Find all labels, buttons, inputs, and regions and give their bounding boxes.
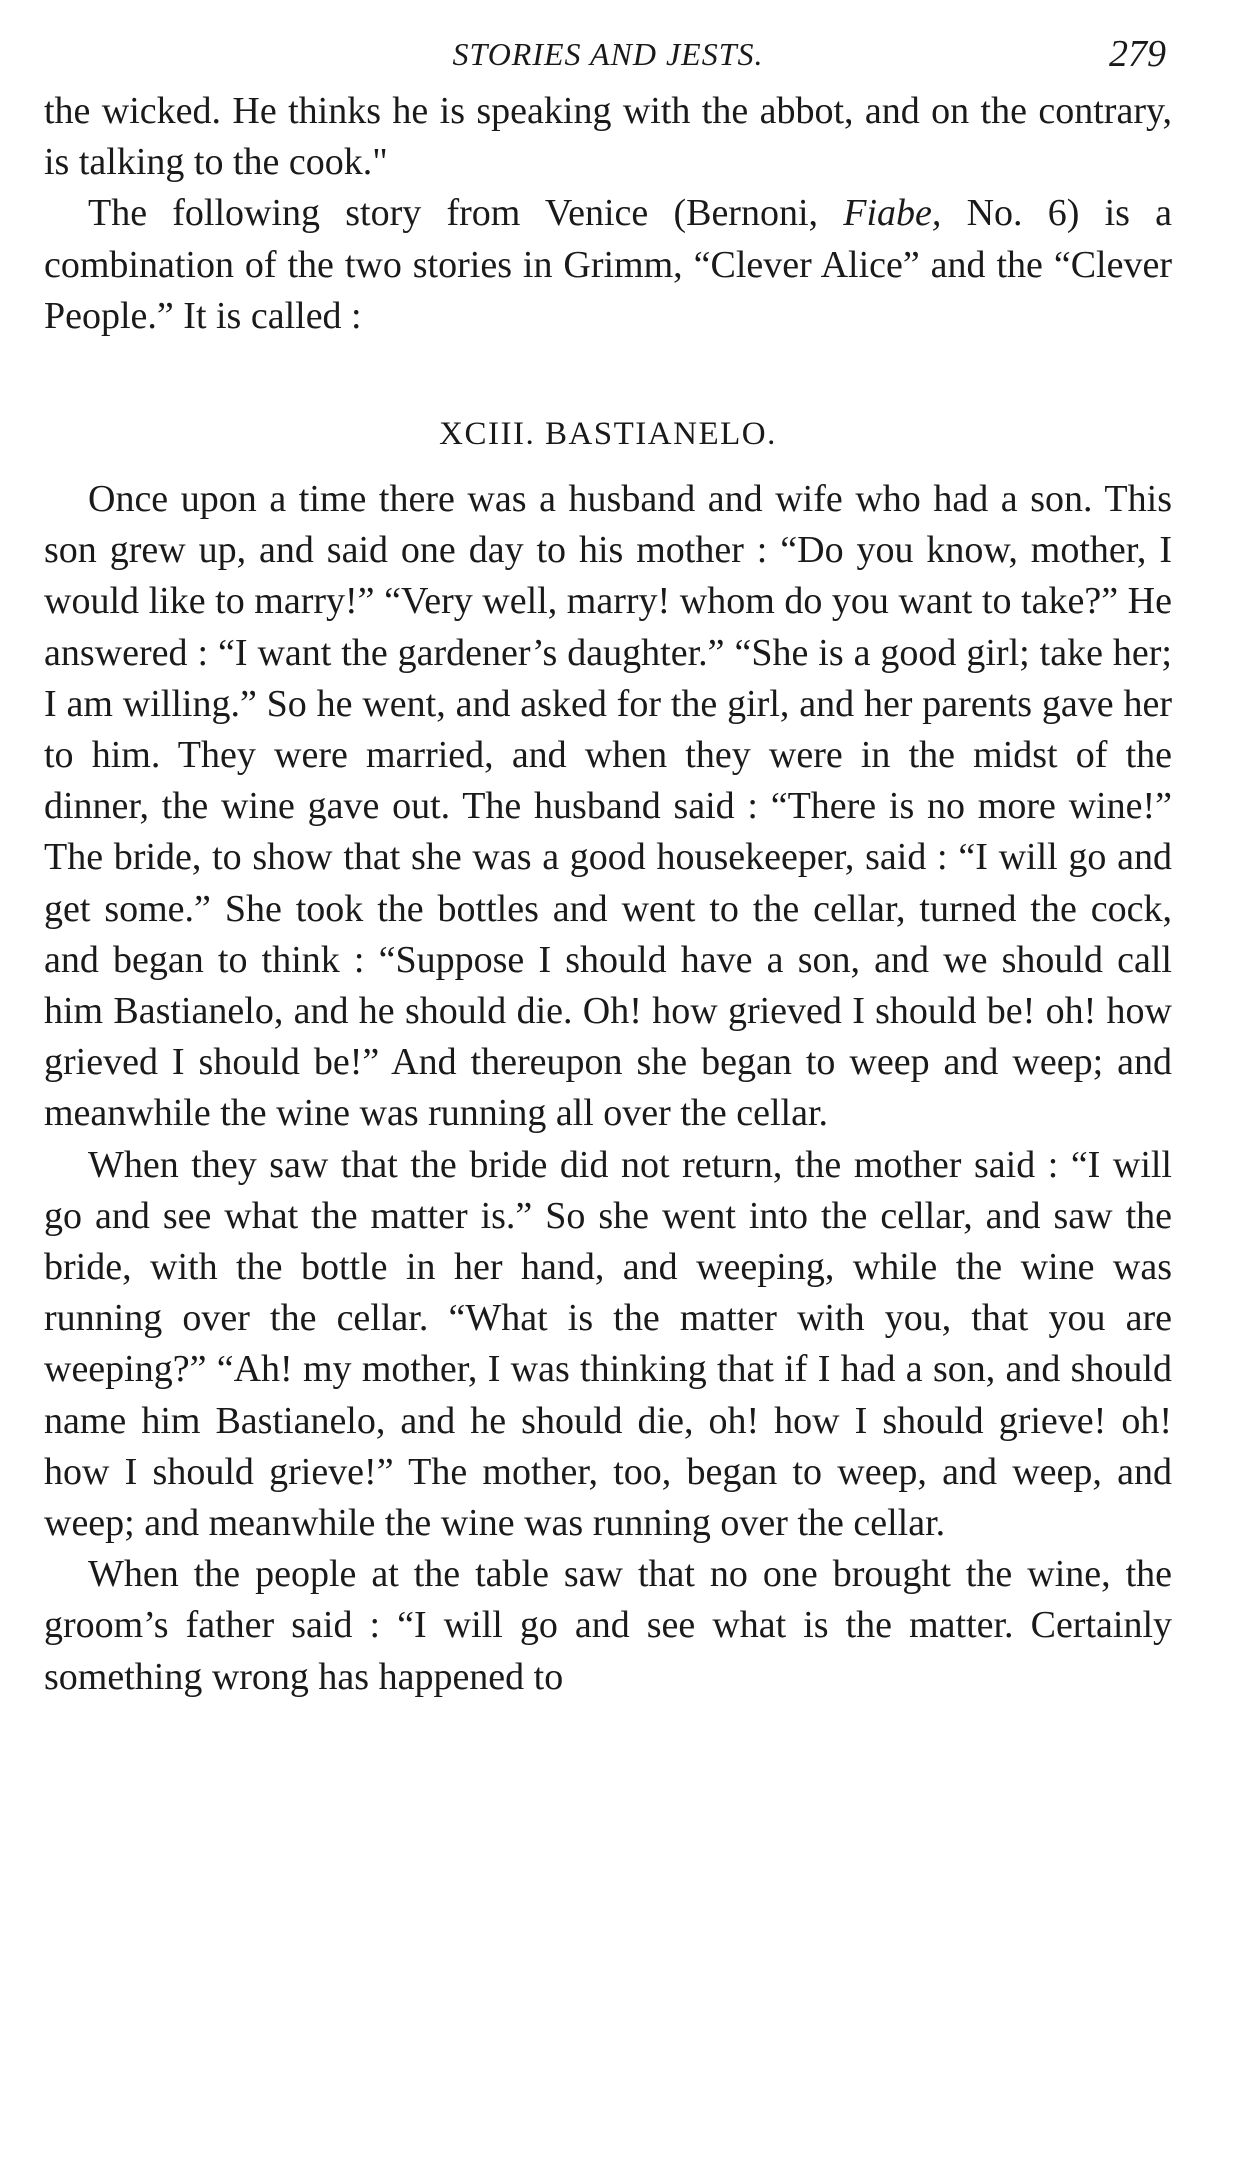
intro-paragraph <box>44 188 1172 342</box>
book-page <box>44 30 1172 1703</box>
body-text <box>44 86 1172 1703</box>
story-paragraph-1: Once upon a time there was a husband and wife who had a son. This son grew up, and said one day to his mother : “Do you know, mother, I would like to marry!” “Very well, marry! whom do you want to take?” He answered : “I want the gardener’s daughter.” “She is a good girl; take her; I am willing.” So he went, and asked for the girl, and her parents gave her to him. They were married, and when they were in the midst of the dinner, the wine gave out. The husband said : “There is no more wine!” The bride, to show that she was a good housekeeper, said : “I will go and get some.” She took the bottles and went to the cellar, turned the cock, and began to think : “Suppose I should have a son, and we should call him Bastianelo, and he should die. Oh! how grieved I should be! oh! how grieved I should be!” And thereupon she began to weep and weep; and meanwhile the wine was running all over the cellar. <box>44 478 1172 1135</box>
story-paragraph-3: When the people at the table saw that no one brought the wine, the groom’s father said : “I will go and see what is the matter. Certainly something wrong has happened to <box>44 1553 1172 1698</box>
intro-text-start: The following story from Venice (Bernoni, <box>88 192 844 235</box>
story-paragraph-2: When they saw that the bride did not return, the mother said : “I will go and see what the matter is.” So she went into the cellar, and saw the bride, with the bottle in her hand, and weeping, while the wine was running over the cellar. “What is the matter with you, that you are weeping?” “Ah! my mother, I was thinking that if I had a son, and should name him Bastianelo, and he should die, oh! how I should grieve! oh! how I should grieve!” The mother, too, began to weep, and weep, and weep; and meanwhile the wine was running over the cellar. <box>44 1143 1172 1545</box>
running-header <box>44 30 1172 86</box>
running-title: STORIES AND JESTS. <box>452 36 764 72</box>
intro-text-end: No. 6) is a combination of the two stories in Grimm, “Clever Alice” and the “Clever People.” It is called : <box>44 192 1173 337</box>
story-heading: XCIII. BASTIANELO. <box>439 416 777 453</box>
page-number: 279 <box>1109 33 1166 75</box>
source-title-italic: Fiabe, <box>843 192 942 235</box>
intro-paragraph-continued: the wicked. He thinks he is speaking with the abbot, and on the contrary, is talking to the cook." <box>44 90 1172 184</box>
